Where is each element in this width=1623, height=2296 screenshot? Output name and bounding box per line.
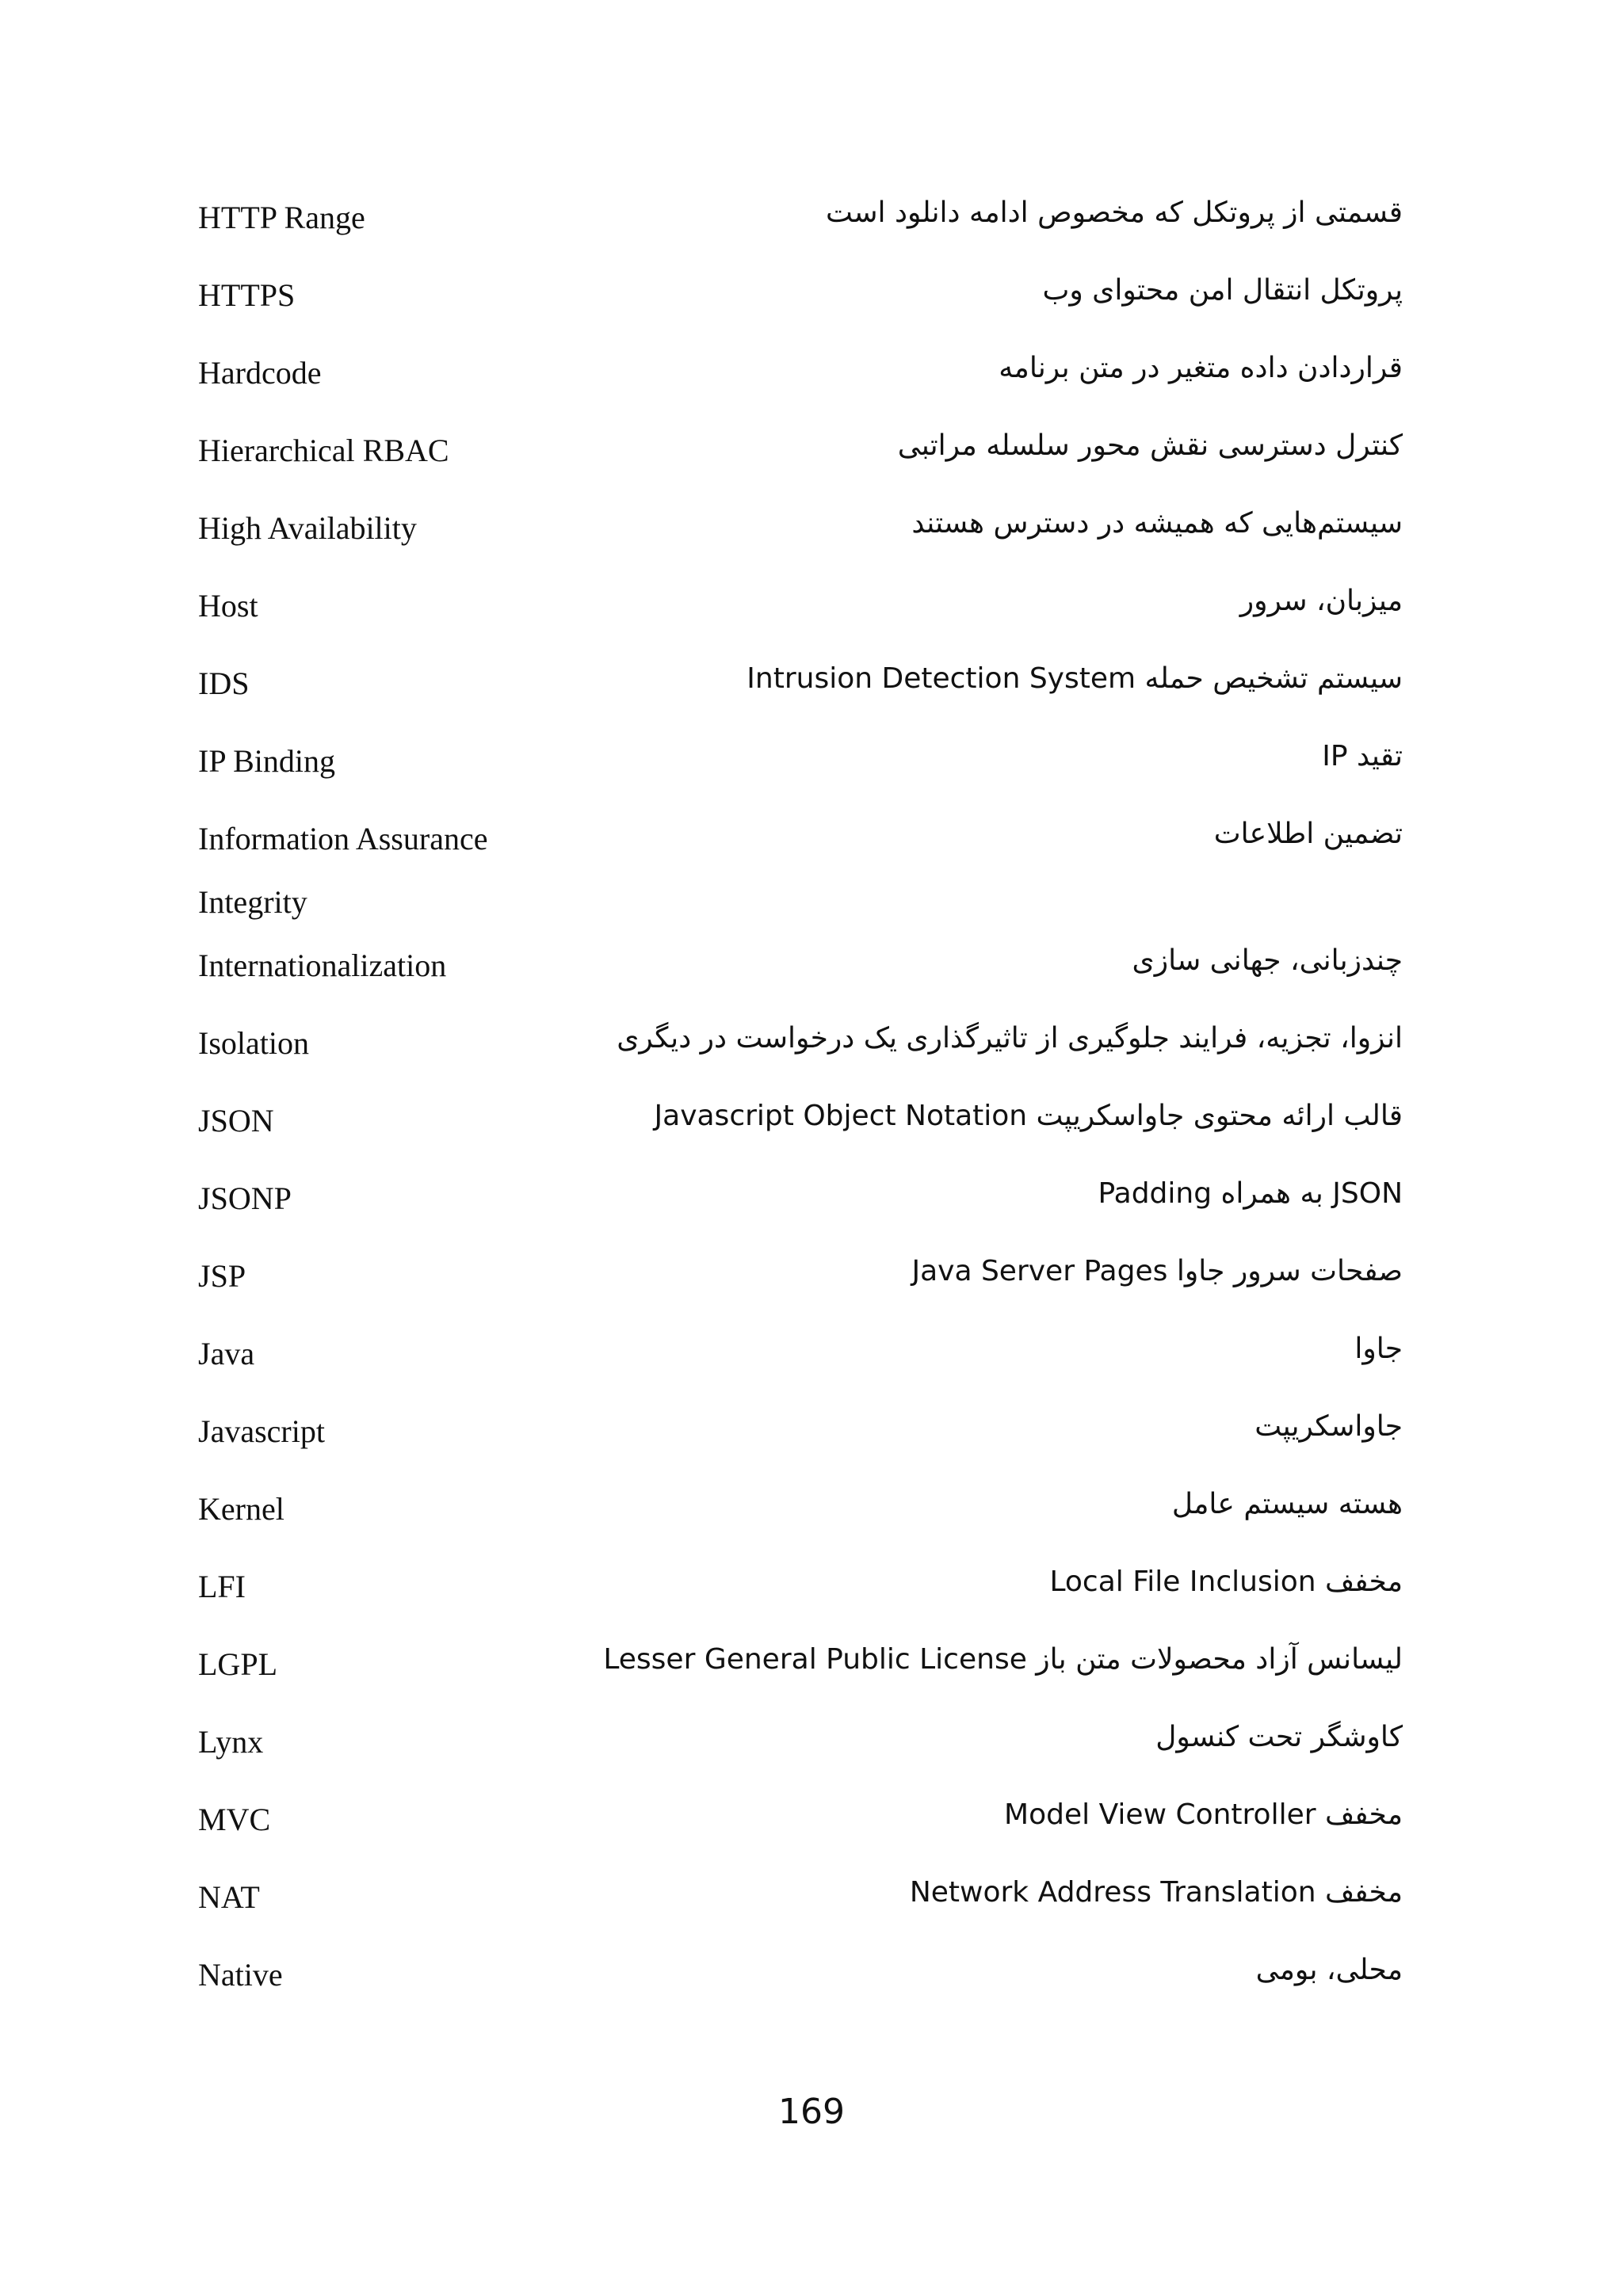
glossary-term: Integrity	[198, 884, 307, 920]
glossary-term: NAT	[198, 1879, 260, 1915]
glossary-row	[198, 509, 1403, 586]
glossary-row	[198, 1179, 1403, 1257]
glossary-row	[198, 1257, 1403, 1334]
glossary-row	[198, 1955, 1403, 2033]
glossary-definition: قراردادن داده متغیر در متن برنامه	[999, 352, 1403, 384]
glossary-row	[198, 276, 1403, 353]
glossary-definition: صفحات سرور جاوا Java Server Pages	[911, 1255, 1403, 1287]
glossary-term: JSONP	[198, 1180, 292, 1216]
glossary-term: Host	[198, 588, 258, 624]
glossary-term: Java	[198, 1336, 255, 1371]
glossary-row	[198, 1334, 1403, 1412]
glossary-row	[198, 664, 1403, 742]
glossary-row	[198, 742, 1403, 819]
glossary-row	[198, 1800, 1403, 1878]
glossary-row	[198, 883, 1403, 946]
glossary-definition: مخفف Model View Controller	[1004, 1798, 1403, 1831]
glossary-definition: مخفف Local File Inclusion	[1049, 1566, 1403, 1598]
glossary-definition: کنترل دسترسی نقش محور سلسله مراتبی	[897, 429, 1403, 462]
page-number: 169	[778, 2092, 845, 2132]
glossary-row	[198, 1489, 1403, 1567]
glossary-row	[198, 198, 1403, 276]
glossary-definition: سیستم تشخیص حمله Intrusion Detection System	[747, 662, 1403, 695]
glossary-term: Information Assurance	[198, 821, 488, 856]
glossary-term: Internationalization	[198, 948, 447, 983]
glossary-row	[198, 431, 1403, 509]
glossary-row	[198, 1412, 1403, 1489]
glossary-term: Lynx	[198, 1724, 264, 1760]
glossary-list	[198, 198, 1403, 2033]
glossary-term: JSP	[198, 1258, 246, 1294]
glossary-definition: چندزبانی، جهانی سازی	[1132, 944, 1403, 977]
glossary-row	[198, 1878, 1403, 1955]
glossary-term: High Availability	[198, 510, 417, 546]
glossary-term: Hardcode	[198, 355, 322, 391]
glossary-row	[198, 1645, 1403, 1722]
glossary-term: MVC	[198, 1802, 271, 1837]
glossary-term: Isolation	[198, 1025, 309, 1061]
glossary-definition: کاوشگر تحت کنسول	[1155, 1721, 1403, 1753]
glossary-row	[198, 586, 1403, 664]
glossary-term: HTTP Range	[198, 200, 365, 235]
glossary-definition: پروتکل انتقال امن محتوای وب	[1042, 274, 1403, 307]
glossary-definition: JSON به همراه Padding	[1098, 1177, 1403, 1210]
glossary-term: Native	[198, 1957, 283, 1993]
glossary-term: Hierarchical RBAC	[198, 433, 449, 468]
glossary-definition: لیسانس آزاد محصولات متن باز Lesser General Public License	[603, 1643, 1403, 1676]
glossary-term: HTTPS	[198, 277, 296, 313]
glossary-row	[198, 819, 1403, 883]
glossary-term: JSON	[198, 1103, 274, 1138]
glossary-definition: جاوا	[1354, 1333, 1403, 1365]
glossary-term: Javascript	[198, 1413, 325, 1449]
glossary-definition: مخفف Network Address Translation	[909, 1876, 1403, 1909]
glossary-definition: سیستم‌هایی که همیشه در دسترس هستند	[911, 507, 1403, 540]
glossary-row	[198, 1101, 1403, 1179]
glossary-definition: قسمتی از پروتکل که مخصوص ادامه دانلود است	[826, 196, 1403, 229]
glossary-term: LFI	[198, 1569, 246, 1604]
glossary-term: LGPL	[198, 1646, 277, 1682]
glossary-definition: هسته سیستم عامل	[1171, 1488, 1403, 1520]
glossary-row	[198, 353, 1403, 431]
glossary-definition: قالب ارائه محتوی جاواسکریپت Javascript Object Notation	[654, 1100, 1403, 1132]
glossary-row	[198, 946, 1403, 1024]
glossary-term: Kernel	[198, 1491, 285, 1527]
glossary-definition: محلی، بومی	[1255, 1954, 1403, 1986]
glossary-row	[198, 1024, 1403, 1101]
glossary-definition: میزبان، سرور	[1239, 585, 1403, 617]
glossary-definition: تقید IP	[1322, 740, 1403, 772]
glossary-term: IP Binding	[198, 743, 335, 779]
glossary-row	[198, 1722, 1403, 1800]
glossary-term: IDS	[198, 666, 250, 701]
glossary-definition: تضمین اطلاعات	[1213, 818, 1403, 850]
glossary-definition: انزوا، تجزیه، فرایند جلوگیری از تاثیرگذاری یک درخواست در دیگری	[617, 1022, 1403, 1055]
glossary-definition: جاواسکریپت	[1254, 1410, 1403, 1443]
glossary-row	[198, 1567, 1403, 1645]
